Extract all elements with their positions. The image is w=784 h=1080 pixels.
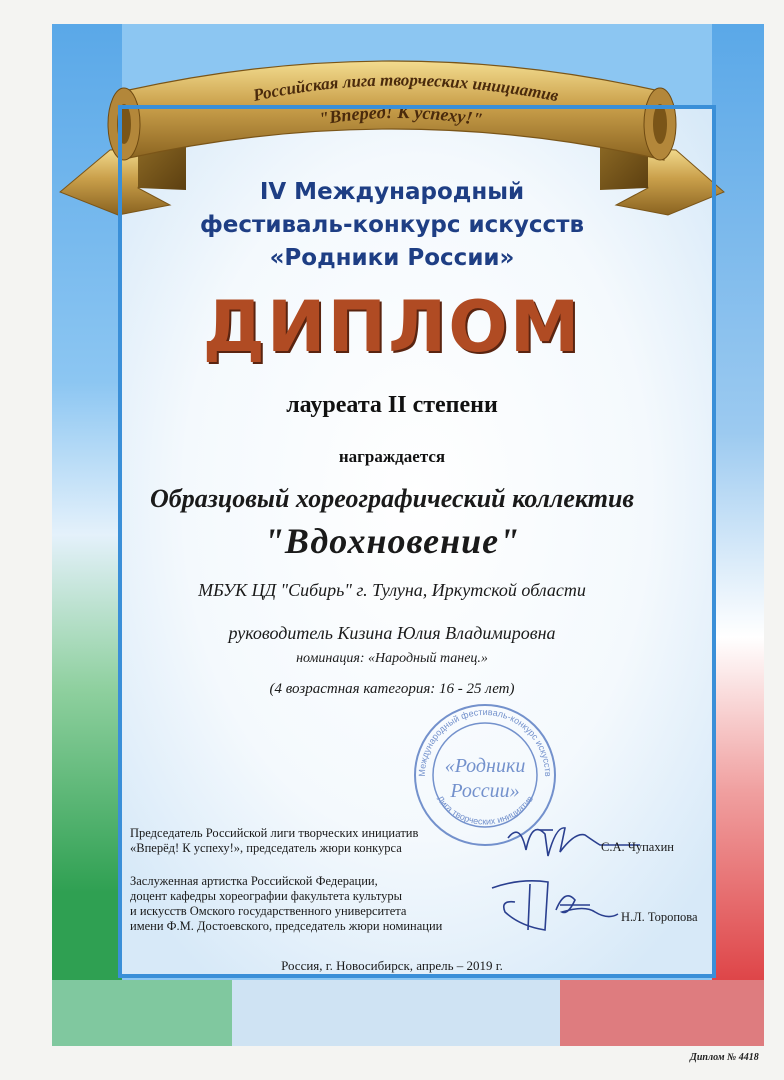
svg-text:Лига творческих инициатив: Лига творческих инициатив xyxy=(434,793,536,827)
signatory1-title xyxy=(130,826,418,856)
signatory1-line1: Председатель Российской лиги творческих инициатив xyxy=(130,826,419,840)
nomination: номинация: «Народный танец.» xyxy=(296,651,488,666)
festival-heading xyxy=(0,176,784,275)
age-category: (4 возрастная категория: 16 - 25 лет) xyxy=(269,681,515,697)
diploma-title: ДИПЛОМ xyxy=(202,286,582,368)
leader: руководитель Кизина Юлия Владимировна xyxy=(228,623,556,643)
diploma-number: Диплом № 4418 xyxy=(690,1052,759,1063)
signatory2-line4: имени Ф.М. Достоевского, председатель жюри номинации xyxy=(130,919,443,933)
place-date: Россия, г. Новосибирск, апрель – 2019 г. xyxy=(281,958,503,973)
ribbon-line2: "Вперёд! К успеху!" xyxy=(317,101,485,130)
signatory2-name: Н.Л. Торопова xyxy=(621,910,698,924)
signatory2-line2: доцент кафедры хореографии факультета культуры xyxy=(130,889,403,903)
svg-text:Международный фестиваль-конкур: Международный фестиваль-конкурс искусств xyxy=(416,706,554,777)
festival-line1: IV Международный xyxy=(259,179,525,205)
signatory1-line2: «Вперёд! К успеху!», председатель жюри конкурса xyxy=(130,841,402,855)
collective-type: Образцовый хореографический коллектив xyxy=(149,484,635,513)
svg-text:«Родники: «Родники xyxy=(444,755,526,777)
awarded-label: награждается xyxy=(338,447,446,466)
ribbon-line1: Российская лига творческих инициатив xyxy=(251,70,561,106)
collective-name: "Вдохновение" xyxy=(263,521,521,561)
signatory2-title xyxy=(130,874,442,934)
organization: МБУК ЦД "Сибирь" г. Тулуна, Иркутской области xyxy=(198,580,586,600)
festival-line3: «Родники России» xyxy=(269,245,515,271)
svg-text:России»: России» xyxy=(450,780,520,802)
signatory1-name: С.А. Чупахин xyxy=(601,840,674,854)
signatory2-line1: Заслуженная артистка Российской Федерации, xyxy=(130,874,378,888)
signatory2-line3: и искусств Омского государственного университета xyxy=(130,904,407,918)
festival-line2: фестиваль-конкурс искусств xyxy=(199,212,585,238)
laureate-degree: лауреата II степени xyxy=(286,392,498,418)
